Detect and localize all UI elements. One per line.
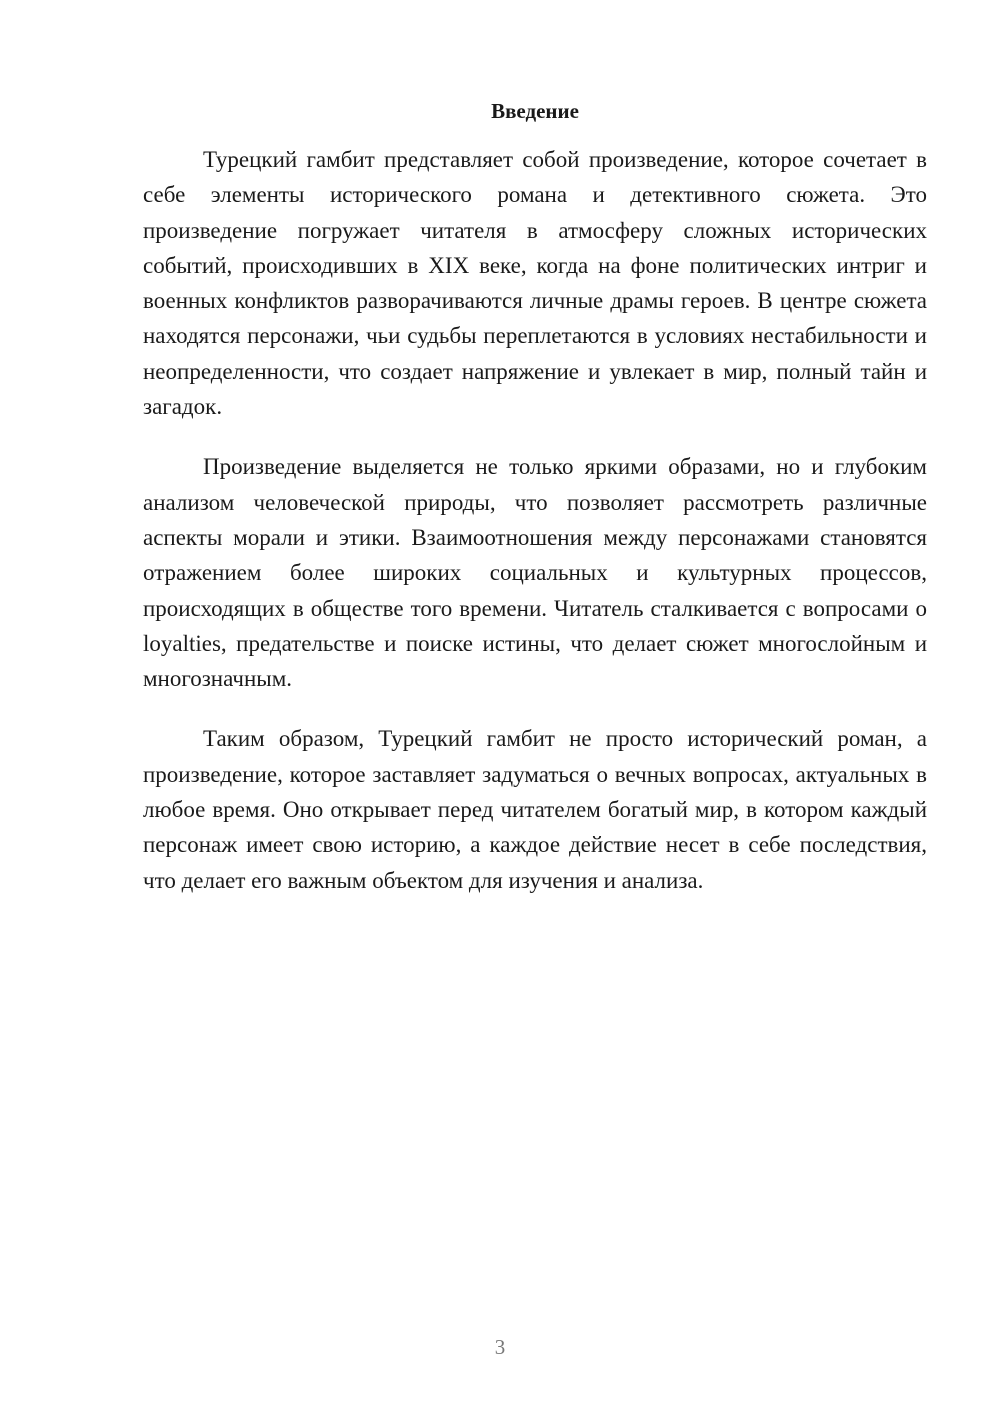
paragraph-3: Таким образом, Турецкий гамбит не просто исторический роман, а произведение, которое заставляет задуматься о вечных вопросах, актуальных в любое время. Оно открывает перед читателем богатый мир, в котором каждый персонаж имеет свою историю, а каждое действие несет в себе последствия, что делает его важным объектом для изучения и анализа. [143,726,927,893]
section-heading: Введение [491,99,579,123]
page-number: 3 [494,1335,506,1359]
paragraph-1: Турецкий гамбит представляет собой произведение, которое сочетает в себе элементы исторического романа и детективного сюжета. Это произведение погружает читателя в атмосферу сложных исторических событий, происходивших в XIX веке, когда на фоне политических интриг и военных конфликтов разворачиваются личные драмы героев. В центре сюжета находятся персонажи, чьи судьбы переплетаются в условиях нестабильности и неопределенности, что создает напряжение и увлекает в мир, полный тайн и загадок. [143,147,927,420]
body-text [143,142,927,923]
paragraph-2: Произведение выделяется не только яркими образами, но и глубоким анализом человеческой природы, что позволяет рассмотреть различные аспекты морали и этики. Взаимоотношения между персонажами становятся отражением более широких социальных и культурных процессов, происходящих в обществе того времени. Читатель сталкивается с вопросами о loyalties, предательстве и поиске истины, что делает сюжет многослойным и многозначным. [143,454,927,692]
